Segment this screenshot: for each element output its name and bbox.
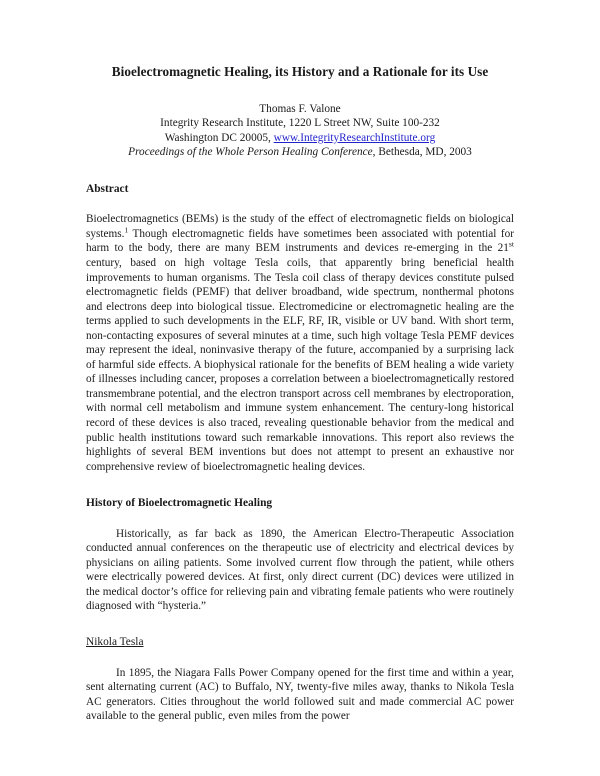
abstract-text-segment-1: Bioelectromagnetics (BEMs) is the study of the effect of electromagnetic fields on biological systems. — [86, 213, 514, 240]
abstract-heading: Abstract — [86, 182, 129, 195]
institute-website-link[interactable]: www.IntegrityResearchInstitute.org — [273, 131, 436, 144]
author-address-line — [86, 131, 514, 146]
proceedings-line — [86, 145, 514, 160]
page-content — [86, 0, 514, 724]
page-title: Bioelectromagnetic Healing, its History and a Rationale for its Use — [111, 64, 489, 79]
abstract-text-segment-3: century, based on high voltage Tesla coils, that apparently bring beneficial health improvements to human organisms. The Tesla coil class of therapy devices constitute pulsed electromagnetic fields (PEMF) that deliver broadband, wide spectrum, nonthermal photons and electrons deep into biological tissue. Electromedicine or electromagnetic healing are the terms applied to such developments in the ELF, RF, IR, visible or UV band. With short term, non-contacting exposures of several minutes at a time, such high voltage Tesla PEMF devices may represent the ideal, noninvasive therapy of the future, accompanied by a surprising lack of harmful side effects. A biophysical rationale for the benefits of BEM healing a wide variety of illnesses including cancer, proposes a correlation between a bioelectromagnetically restored transmembrane potential, and the electron transport across cell membranes by electroporation, with normal cell metabolism and immune system enhancement. The century-long historical record of these devices is also traced, revealing questionable behavior from the medical and public health institutions toward such remarkable innovations. This report also reviews the highlights of several BEM inventions but does not attempt to present an exhaustive nor comprehensive review of bioelectromagnetic healing devices. — [86, 257, 514, 473]
byline-block — [86, 81, 514, 160]
footnote-reference-marker[interactable]: 1 — [124, 225, 129, 235]
author-affiliation: Integrity Research Institute, 1220 L Street NW, Suite 100-232 — [160, 117, 440, 130]
nikola-tesla-subheading: Nikola Tesla — [86, 636, 144, 648]
history-paragraph: Historically, as far back as 1890, the American Electro-Therapeutic Association conducted annual conferences on the therapeutic use of electricity and electrical devices by physicians on ailing patients. Some involved current flow through the patient, while others were electrically powered devices. At first, only direct current (DC) devices were utilized in the medical doctor’s office for relieving pain and vibrating female patients who were routinely diagnosed with “hysteria.” — [86, 527, 514, 613]
ordinal-suffix: st — [508, 239, 514, 249]
address-city-zip: Washington DC 20005, — [164, 131, 274, 144]
nikola-tesla-paragraph: In 1895, the Niagara Falls Power Company opened for the first time and within a year, sent alternating current (AC) to Buffalo, NY, twenty-five miles away, thanks to Nikola Tesla AC generators. Cities throughout the world followed suit and made commercial AC power available to the general public, even miles from the power — [86, 666, 514, 723]
author-name: Thomas F. Valone — [259, 102, 341, 115]
proceedings-location-year: , Bethesda, MD, 2003 — [372, 146, 472, 159]
proceedings-title: Proceedings of the Whole Person Healing Conference — [128, 146, 373, 159]
abstract-paragraph — [86, 196, 514, 474]
abstract-text-segment-2: Though electromagnetic fields have sometimes been associated with potential for harm to the body, there are many BEM instruments and devices re-emerging in the 21 — [86, 227, 514, 255]
history-section-heading: History of Bioelectromagnetic Healing — [86, 497, 273, 510]
